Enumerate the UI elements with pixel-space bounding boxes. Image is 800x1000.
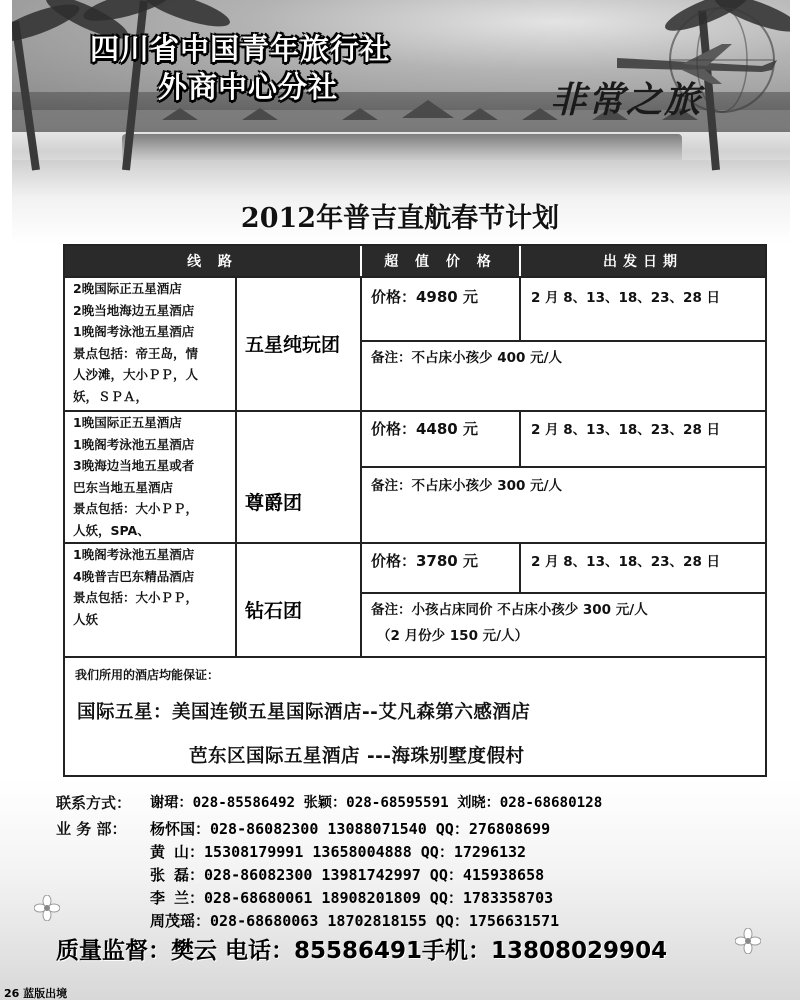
dates-group-2: 2 月 8、13、18、23、28 日	[531, 422, 721, 438]
hut-icon	[342, 108, 378, 120]
flower-icon	[34, 895, 60, 921]
contact-label: 联系方式：	[56, 794, 132, 812]
header-date: 出发日期	[521, 246, 765, 276]
price-group-2: 价格：4480 元	[371, 420, 478, 438]
flower-icon	[735, 928, 761, 954]
route-line: 景点包括：大小ＰＰ，	[73, 590, 199, 605]
dates-group-1: 2 月 8、13、18、23、28 日	[531, 290, 721, 306]
header-price: 超 值 价 格	[362, 246, 519, 276]
note-group-1: 备注：不占床小孩少 400 元/人	[371, 350, 563, 366]
agency-title-line1: 四川省中国青年旅行社	[90, 32, 391, 66]
route-details-group-1	[73, 278, 198, 407]
route-line: 3晚海边当地五星或者	[73, 458, 195, 473]
staff-contact: 杨怀国：028-86082300 13088071540 QQ：276808699	[150, 820, 551, 838]
note-group-2: 备注：不占床小孩少 300 元/人	[371, 478, 563, 494]
header-divider	[519, 246, 521, 276]
header-route: 线 路	[65, 246, 360, 276]
page-footer: 26 蓝版出境	[4, 987, 68, 1000]
hotel-guarantee-line2: 芭东区国际五星酒店 ---海珠别墅度假村	[189, 746, 525, 767]
slogan: 非常之旅	[550, 79, 703, 121]
route-line: 1晚阁考泳池五星酒店	[73, 436, 195, 452]
hotel-guarantee-line1: 国际五星：美国连锁五星国际酒店--艾凡森第六感酒店	[77, 702, 531, 723]
column-divider	[235, 276, 237, 656]
column-divider	[519, 276, 521, 340]
route-line: 2晚国际正五星酒店	[73, 281, 182, 296]
column-divider	[519, 410, 521, 466]
group-name-2: 尊爵团	[245, 492, 303, 514]
route-details-group-2	[73, 412, 198, 541]
route-line: 人妖，SPA、	[73, 522, 150, 538]
route-line: 景点包括：帝王岛，情	[73, 345, 199, 361]
page-headline: 2012年普吉直航春节计划	[240, 203, 560, 234]
route-details-group-3	[73, 544, 198, 630]
header-divider	[360, 246, 362, 276]
tour-table	[63, 244, 767, 777]
hut-icon	[162, 108, 198, 120]
price-group-1: 价格：4980 元	[371, 288, 478, 306]
quality-supervision: 质量监督：樊云 电话：85586491手机：13808029904	[56, 938, 668, 964]
route-line: 2晚当地海边五星酒店	[73, 302, 195, 318]
business-dept-label: 业 务 部：	[56, 820, 127, 838]
route-line: 巴东当地五星酒店	[73, 479, 174, 495]
note-group-3: 备注：小孩占床同价 不占床小孩少 300 元/人	[371, 602, 648, 618]
route-line: 1晚阁考泳池五星酒店	[73, 324, 195, 339]
staff-contact: 张 磊：028-86082300 13981742997 QQ：415938658	[150, 866, 545, 884]
route-line: 4晚普吉巴东精品酒店	[73, 568, 195, 584]
dates-group-3: 2 月 8、13、18、23、28 日	[531, 554, 721, 570]
staff-contact: 李 兰：028-68680061 18908201809 QQ：1783358703	[150, 889, 554, 907]
staff-contact: 周茂瑶：028-68680063 18702818155 QQ：1756631571	[150, 912, 560, 930]
hut-icon	[462, 108, 498, 120]
route-line: 妖，ＳＰＡ，	[73, 388, 149, 404]
row-divider	[360, 340, 765, 342]
route-line: 人沙滩，大小ＰＰ，人	[73, 367, 199, 382]
row-divider	[360, 466, 765, 468]
route-line: 人妖	[73, 611, 99, 627]
group-name-1: 五星纯玩团	[245, 334, 341, 356]
note2-group-3: （2 月份少 150 元/人）	[377, 628, 529, 644]
column-divider	[519, 542, 521, 592]
route-line: 1晚阁考泳池五星酒店	[73, 547, 195, 562]
hut-icon	[242, 108, 278, 120]
row-divider	[65, 656, 765, 658]
route-line: 景点包括：大小ＰＰ，	[73, 501, 199, 516]
hut-icon	[402, 100, 454, 118]
agency-title	[90, 30, 390, 106]
staff-contact: 黄 山：15308179991 13658004888 QQ：17296132	[150, 843, 527, 861]
contact-line: 谢珺：028-85586492 张颖：028-68595591 刘晓：028-68680128	[150, 795, 603, 811]
hotel-guarantee-label: 我们所用的酒店均能保证：	[75, 668, 220, 682]
agency-title-line2: 外商中心分社	[158, 70, 339, 104]
row-divider	[360, 592, 765, 594]
route-line: 1晚国际正五星酒店	[73, 415, 182, 430]
group-name-3: 钻石团	[245, 600, 303, 622]
price-group-3: 价格：3780 元	[371, 552, 478, 570]
